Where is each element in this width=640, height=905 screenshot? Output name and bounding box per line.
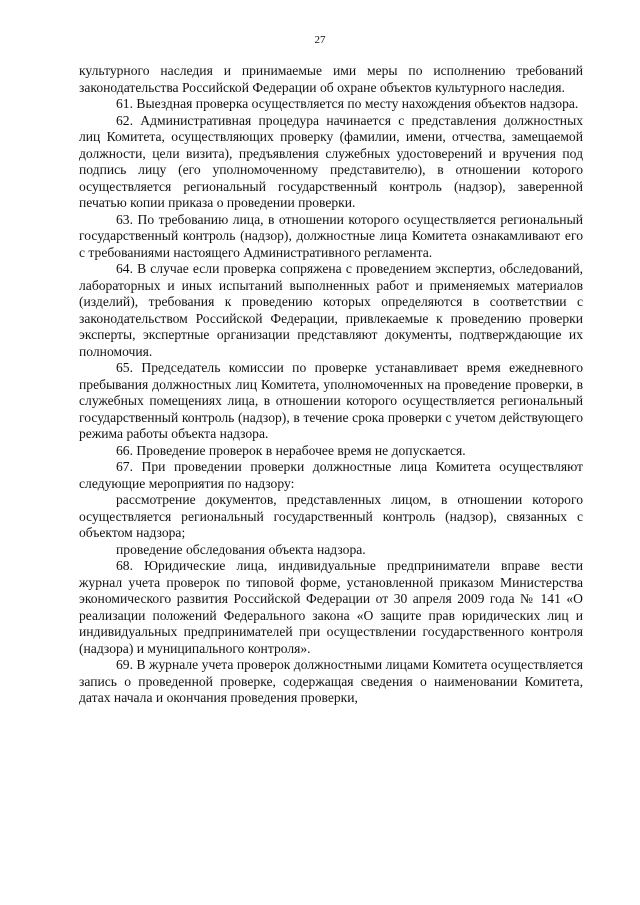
paragraph-61: 61. Выездная проверка осуществляется по месту нахождения объектов надзора. [116, 96, 579, 111]
paragraph-63: 63. По требованию лица, в отношении которого осуществляется региональный государственный контроль (надзор), должностные лица Комитета ознакамливают его с требованиями настоящего Административного регламента. [79, 211, 583, 260]
document-body [79, 63, 583, 707]
paragraph-69: 69. В журнале учета проверок должностными лицами Комитета осуществляется запись о проведенной проверке, содержащая сведения о наименовании Комитета, датах начала и окончания проведения проверки, [79, 657, 583, 705]
paragraph-62: 62. Административная процедура начинается с представления должностных лиц Комитета, осуществляющих проверку (фамилии, имени, отчества, замещаемой должности, цели визита), предъявления служебных удостоверений и вручения под подпись лицу (его уполномоченному представителю), в отношении которого осуществляется региональный государственный контроль (надзор), заверенной печатью копии приказа о проведении проверки. [79, 112, 583, 210]
paragraph-68: 68. Юридические лица, индивидуальные предприниматели вправе вести журнал учета проверок по типовой форме, установленной приказом Министерства экономического развития Российской Федерации от 30 апреля 2009 года № 141 «О реализации положений Федерального закона «О защите прав юридических лиц и индивидуальных предпринимателей при осуществлении государственного контроля (надзора) и муниципального контроля». [79, 558, 583, 656]
paragraph-65: 65. Председатель комиссии по проверке устанавливает время ежедневного пребывания должностных лиц Комитета, уполномоченных на проведение проверки, в служебных помещениях лица, в отношении которого осуществляется региональный государственный контроль (надзор), в течение срока проверки с учетом действующего режима работы объекта надзора. [79, 360, 583, 441]
page-number: 27 [314, 34, 326, 46]
paragraph-67-item-2: проведение обследования объекта надзора. [116, 541, 366, 557]
paragraph-continuation: культурного наследия и принимаемые ими меры по исполнению требований законодательства Российской Федерации об охране объектов культурного наследия. [79, 63, 583, 95]
paragraph-64: 64. В случае если проверка сопряжена с проведением экспертиз, обследований, лабораторных и иных испытаний выполненных работ и применяемых материалов (изделий), требования к проведению которых определяются в соответствии с законодательством Российской Федерации, привлекаемые к проведению проверки эксперты, экспертные организации представляют документы, подтверждающие их полномочия. [79, 261, 583, 359]
paragraph-66: 66. Проведение проверок в нерабочее время не допускается. [116, 442, 466, 458]
paragraph-67: 67. При проведении проверки должностные лица Комитета осуществляют следующие мероприятия по надзору: [79, 459, 583, 491]
paragraph-67-item-1: рассмотрение документов, представленных лицом, в отношении которого осуществляется региональный государственный контроль (надзор), связанных с объектом надзора; [79, 492, 583, 540]
